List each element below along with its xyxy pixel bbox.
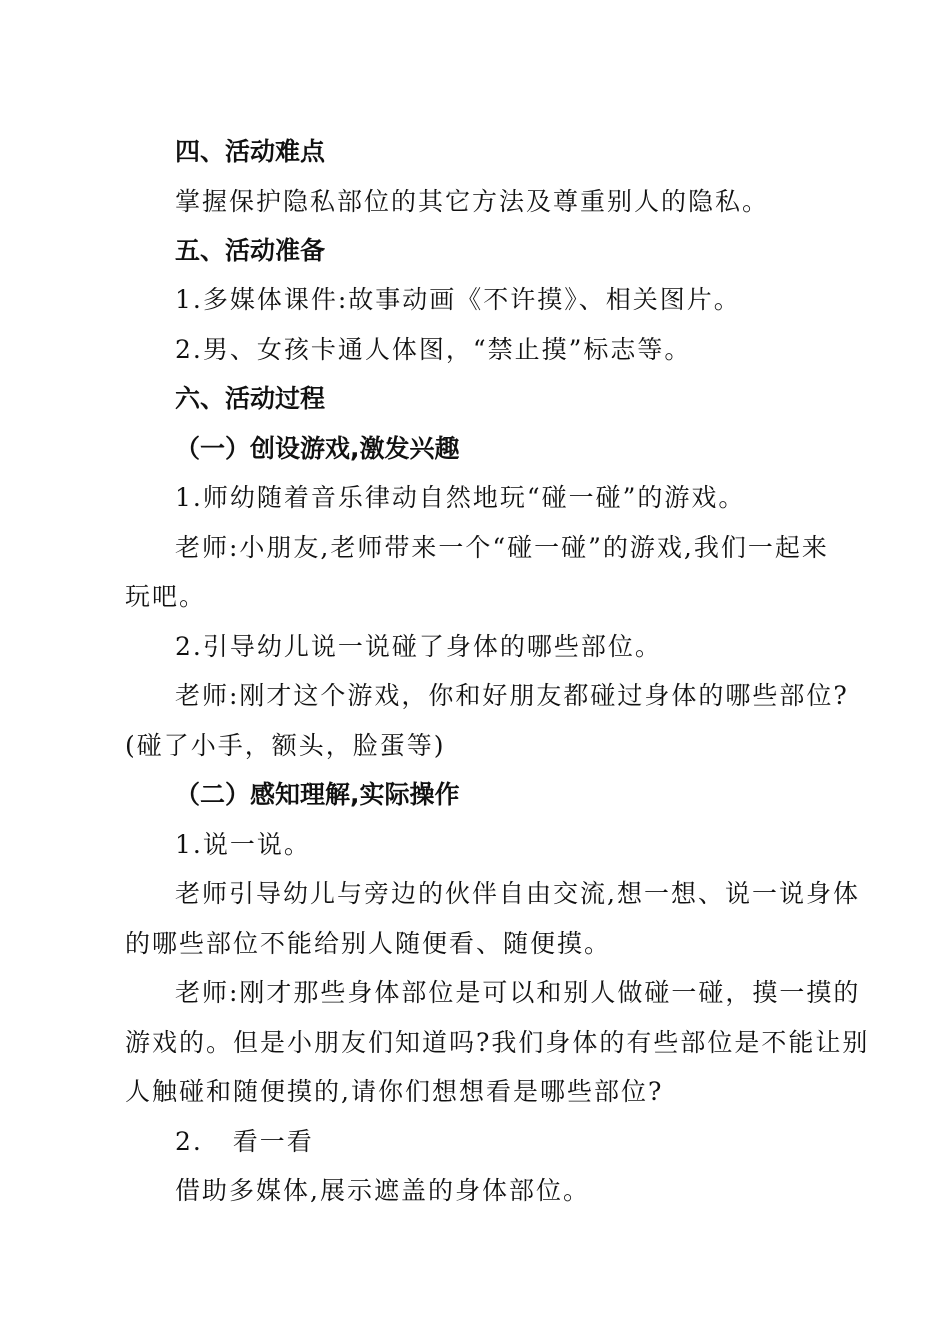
paragraph-continuation: 玩吧。 [125,582,207,611]
subsection-heading: （一）创设游戏,激发兴趣 [175,434,460,463]
paragraph-continuation: 游戏的。但是小朋友们知道吗?我们身体的有些部位是不能让别 [125,1028,870,1057]
paragraph: 借助多媒体,展示遮盖的身体部位。 [175,1176,590,1205]
paragraph-continuation: 人触碰和随便摸的,请你们想想看是哪些部位? [125,1077,664,1106]
list-item: 2.男、女孩卡通人体图，“禁止摸”标志等。 [175,335,692,364]
paragraph-continuation: (碰了小手，额头，脸蛋等) [125,731,446,760]
subsection-heading: （二）感知理解,实际操作 [175,780,460,809]
paragraph: 老师引导幼儿与旁边的伙伴自由交流,想一想、说一说身体 [175,879,860,908]
section-heading-difficulty: 四、活动难点 [175,137,326,166]
list-item: 1.说一说。 [175,830,311,859]
paragraph: 掌握保护隐私部位的其它方法及尊重别人的隐私。 [175,187,770,216]
paragraph: 老师:刚才这个游戏，你和好朋友都碰过身体的哪些部位? [175,681,849,710]
list-item: 1.师幼随着音乐律动自然地玩“碰一碰”的游戏。 [175,483,746,512]
paragraph-continuation: 的哪些部位不能给别人随便看、随便摸。 [125,929,612,958]
paragraph: 老师:小朋友,老师带来一个“碰一碰”的游戏,我们一起来 [175,533,829,562]
section-heading-preparation: 五、活动准备 [175,236,326,265]
list-item: 2. 看一看 [175,1127,314,1156]
list-item: 1.多媒体课件:故事动画《不许摸》、相关图片。 [175,285,741,314]
paragraph: 老师:刚才那些身体部位是可以和别人做碰一碰，摸一摸的 [175,978,861,1007]
section-heading-process: 六、活动过程 [175,384,326,413]
list-item: 2.引导幼儿说一说碰了身体的哪些部位。 [175,632,662,661]
